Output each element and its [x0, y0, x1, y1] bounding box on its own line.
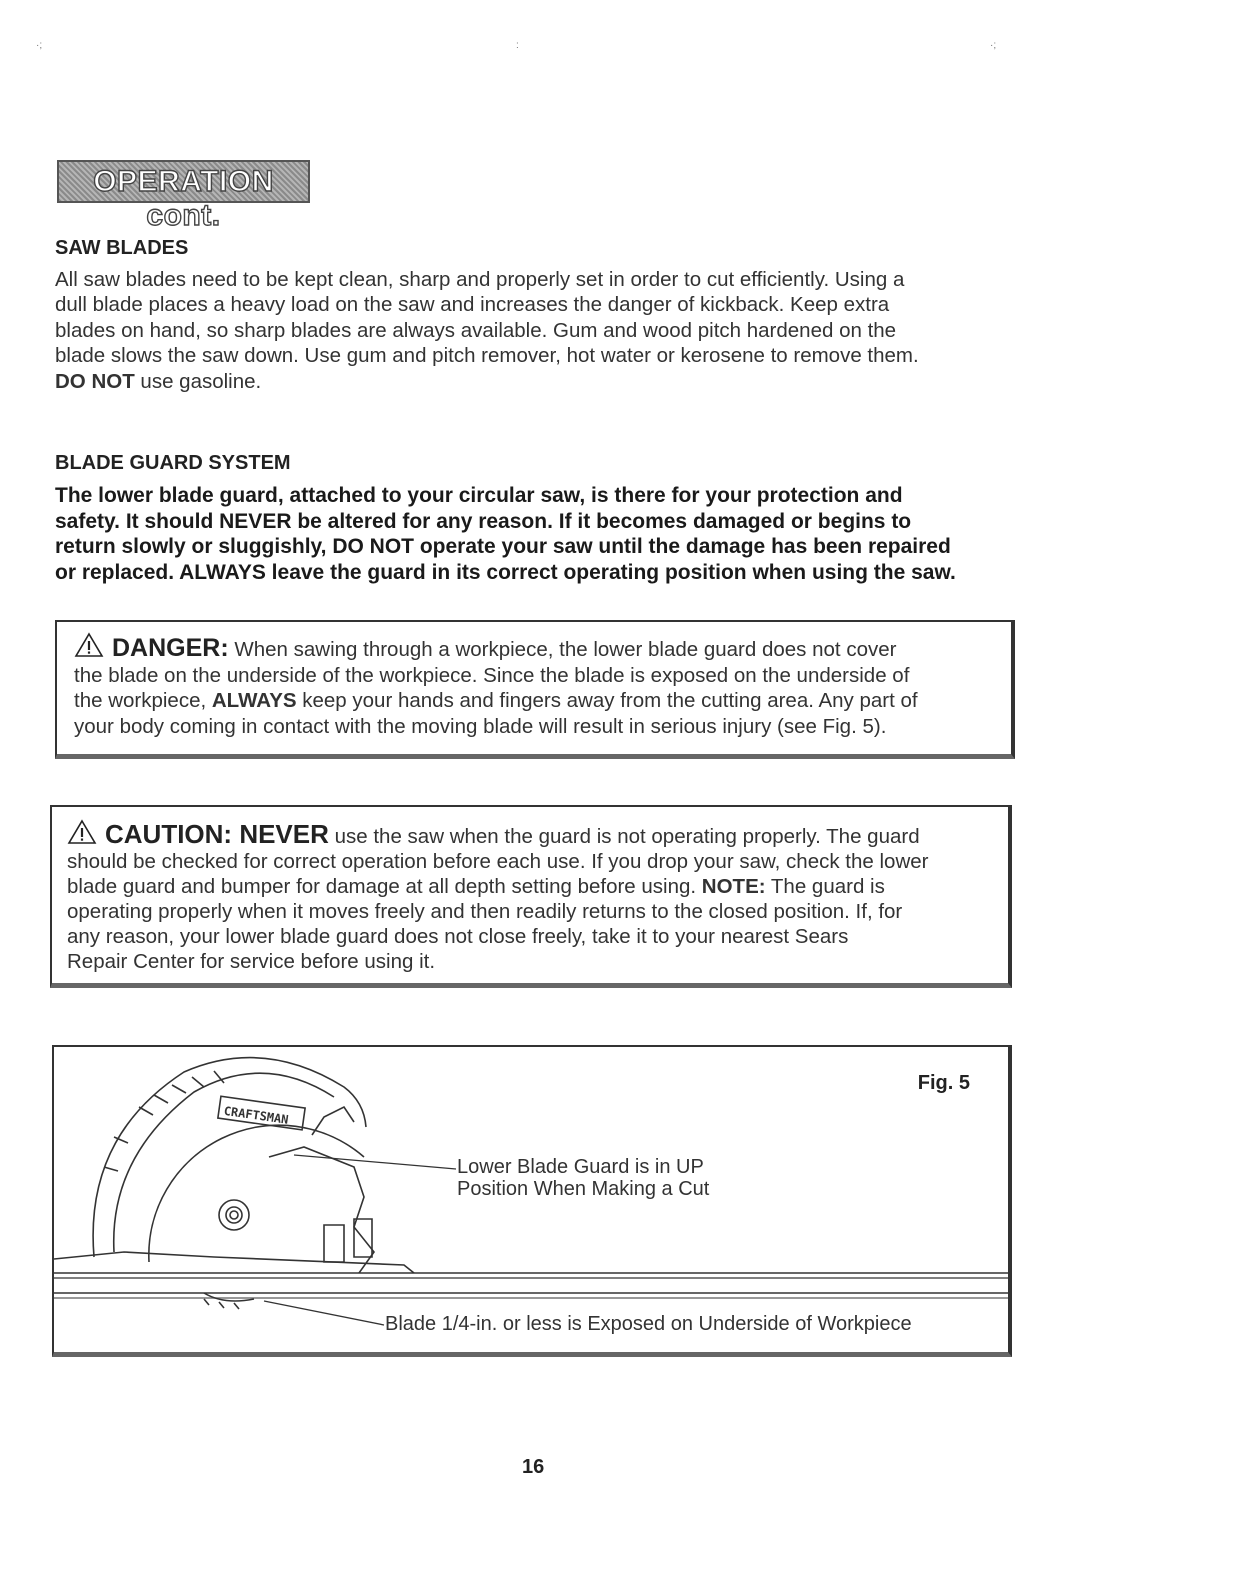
- section-header-title: OPERATION cont.: [93, 165, 274, 232]
- text-line: Repair Center for service before using it.: [67, 950, 436, 973]
- caution-box: [50, 805, 1012, 988]
- scan-speck: ·;: [36, 40, 43, 51]
- text-line: your body coming in contact with the moving blade will result in serious injury (see Fig. 5).: [74, 714, 887, 738]
- text-line: [74, 688, 1004, 714]
- text-span: keep your hands and fingers away from the cutting area. Any part of: [296, 689, 918, 712]
- text-line: Position When Making a Cut: [457, 1178, 710, 1200]
- text-line: blade slows the saw down. Use gum and pitch remover, hot water or kerosene to remove them.: [55, 344, 919, 368]
- warning-triangle-icon: [74, 632, 104, 658]
- text-line: dull blade places a heavy load on the saw and increases the danger of kickback. Keep extra: [55, 293, 890, 317]
- text-line: [74, 632, 1004, 663]
- text-line: or replaced. ALWAYS leave the guard in its correct operating position when using the saw.: [55, 560, 956, 584]
- text-line: should be checked for correct operation before each use. If you drop your saw, check the lower: [67, 850, 929, 873]
- figure-label: Fig. 5: [917, 1072, 970, 1094]
- text-line: Lower Blade Guard is in UP: [457, 1156, 704, 1178]
- danger-label: DANGER:: [112, 634, 229, 662]
- caution-label: CAUTION: NEVER: [105, 819, 329, 849]
- text-line: return slowly or sluggishly, DO NOT operate your saw until the damage has been repaired: [55, 535, 951, 558]
- text-line: the blade on the underside of the workpiece. Since the blade is exposed on the underside of: [74, 663, 910, 687]
- text-line: operating properly when it moves freely and then readily returns to the closed position. If, for: [67, 900, 903, 923]
- text-span: blade guard and bumper for damage at all depth setting before using.: [67, 875, 702, 898]
- guard-system-paragraph: [55, 483, 1055, 585]
- always-emphasis: ALWAYS: [211, 689, 297, 712]
- text-line: [55, 369, 1055, 394]
- callout-blade-exposed: Blade 1/4-in. or less is Exposed on Underside of Workpiece: [385, 1313, 912, 1335]
- text-line: safety. It should NEVER be altered for any reason. If it becomes damaged or begins to: [55, 509, 912, 533]
- saw-blades-heading: SAW BLADES: [55, 237, 189, 259]
- scan-speck: :: [516, 40, 519, 51]
- text-line: [67, 874, 1002, 899]
- danger-box: [55, 620, 1015, 759]
- scan-speck: ·;: [990, 40, 997, 51]
- do-not-emphasis: DO NOT: [55, 369, 135, 393]
- brand-text: CRAFTSMAN: [222, 1103, 290, 1127]
- warning-triangle-icon: [67, 819, 97, 845]
- figure-box: [52, 1045, 1012, 1357]
- page-number: 16: [522, 1456, 545, 1478]
- note-emphasis: NOTE:: [701, 875, 766, 898]
- text-line: All saw blades need to be kept clean, sharp and properly set in order to cut efficiently. Using a: [55, 268, 905, 291]
- text-span: the workpiece,: [74, 689, 212, 712]
- text-span: The guard is: [765, 875, 885, 898]
- text-line: any reason, your lower blade guard does not close freely, take it to your nearest Sears: [67, 925, 849, 948]
- text-span: use the saw when the guard is not operating properly. The guard: [328, 825, 920, 848]
- text-line: The lower blade guard, attached to your circular saw, is there for your protection and: [55, 484, 903, 507]
- guard-system-heading: BLADE GUARD SYSTEM: [55, 452, 291, 474]
- saw-blades-paragraph: [55, 267, 1055, 394]
- text-line: blades on hand, so sharp blades are always available. Gum and wood pitch hardened on the: [55, 318, 897, 342]
- text-span: use gasoline.: [134, 369, 262, 393]
- saw-illustration: [54, 1047, 1010, 1353]
- text-line: [67, 819, 1002, 849]
- text-span: When sawing through a workpiece, the lower blade guard does not cover: [228, 638, 897, 661]
- callout-lower-guard: [457, 1156, 709, 1200]
- section-header: [57, 160, 310, 232]
